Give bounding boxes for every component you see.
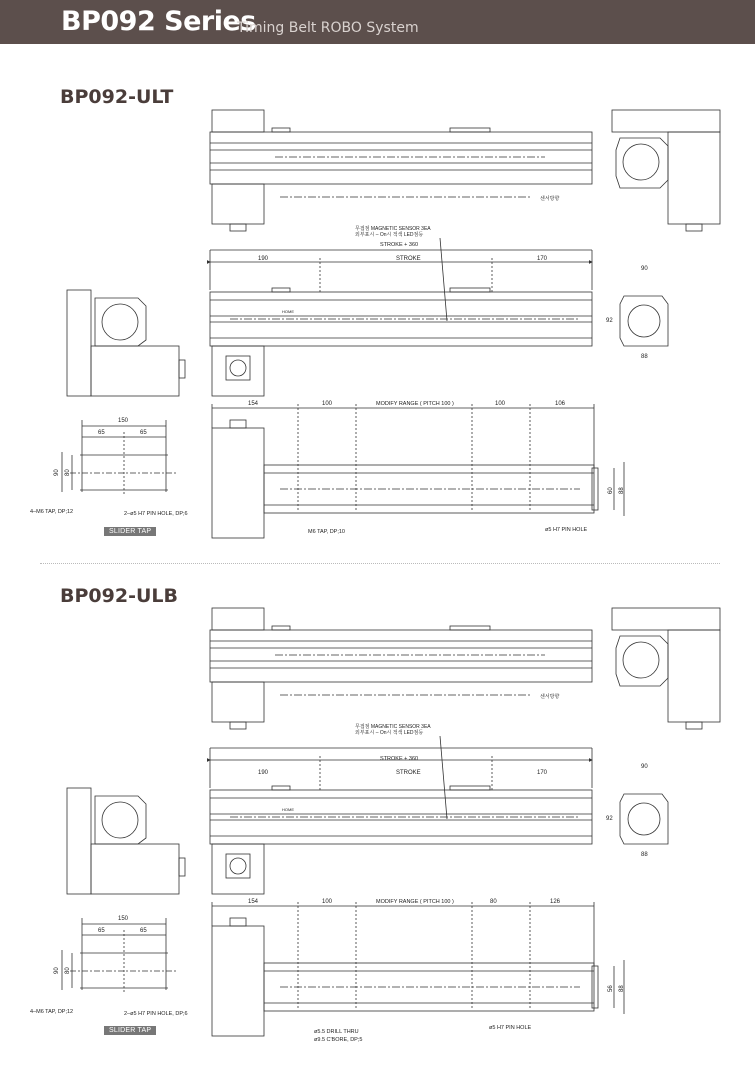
home-label: HOME <box>282 309 294 314</box>
sensor-spec-label: 무접점 MAGNETIC SENSOR 3EA <box>355 724 431 730</box>
dim-side-base: 88 <box>641 852 648 858</box>
dim-stroke: STROKE <box>396 770 421 776</box>
modify-range-label: MODIFY RANGE ( PITCH 100 ) <box>376 899 454 905</box>
stroke-total-label: STROKE + 360 <box>380 242 419 248</box>
dim-90: 90 <box>54 967 60 974</box>
dim-side-height: 92 <box>606 318 613 324</box>
sensor-spec-label: 무접점 MAGNETIC SENSOR 3EA <box>355 226 431 232</box>
dim-150: 150 <box>118 916 129 922</box>
pin-hole-label: 2–ø5 H7 PIN HOLE, DP;6 <box>124 1011 188 1017</box>
dim-80: 80 <box>65 469 71 476</box>
dim-170: 170 <box>537 770 548 776</box>
bottom-right-label: ø5 H7 PIN HOLE <box>489 1025 532 1031</box>
sensor-direction-label: 센서방향 <box>540 196 560 202</box>
dim-width-inner: 60 <box>608 487 614 494</box>
dim-100a: 100 <box>322 401 333 407</box>
dim-width-outer: 88 <box>619 487 625 494</box>
dim-190: 190 <box>258 770 269 776</box>
sensor-direction-label: 센서방향 <box>540 694 560 700</box>
m6-tap-label: 4–M6 TAP, DP;12 <box>30 509 74 515</box>
stroke-total-label: STROKE + 360 <box>380 756 419 762</box>
dim-154: 154 <box>248 899 259 905</box>
dim-150: 150 <box>118 418 129 424</box>
dim-80: 80 <box>65 967 71 974</box>
pin-hole-label: 2–ø5 H7 PIN HOLE, DP;6 <box>124 511 188 517</box>
series-title: BP092 Series <box>61 6 256 37</box>
section-title-ult: BP092-ULT <box>60 86 174 108</box>
series-subtitle: Timing Belt ROBO System <box>237 20 419 36</box>
dim-154: 154 <box>248 401 259 407</box>
drill-thru-label: ø5.5 DRILL THRU <box>314 1029 359 1035</box>
cbore-label: ø9.5 C'BORE, DP;5 <box>314 1037 363 1043</box>
dim-65a: 65 <box>98 928 105 934</box>
dim-width-inner: 56 <box>608 985 614 992</box>
home-label: HOME <box>282 807 294 812</box>
sensor-led-label: 외부표시 – On시 적색 LED점등 <box>355 730 424 736</box>
dim-side-height: 92 <box>606 816 613 822</box>
m6-tap-label: 4–M6 TAP, DP;12 <box>30 1009 74 1015</box>
slider-tap-badge: SLIDER TAP <box>104 527 156 536</box>
dim-side-width: 90 <box>641 266 648 272</box>
slider-tap-badge: SLIDER TAP <box>104 1026 156 1035</box>
dim-width-outer: 88 <box>619 985 625 992</box>
dim-100b: 100 <box>495 401 506 407</box>
dim-170: 170 <box>537 256 548 262</box>
sensor-led-label: 외부표시 – On시 적색 LED점등 <box>355 232 424 238</box>
section-title-ulb: BP092-ULB <box>60 585 178 607</box>
dim-last: 106 <box>555 401 566 407</box>
dim-stroke: STROKE <box>396 256 421 262</box>
dim-65b: 65 <box>140 928 147 934</box>
dim-65b: 65 <box>140 430 147 436</box>
dim-190: 190 <box>258 256 269 262</box>
dim-65a: 65 <box>98 430 105 436</box>
dim-side-width: 90 <box>641 764 648 770</box>
dim-80b: 80 <box>490 899 497 905</box>
modify-range-label: MODIFY RANGE ( PITCH 100 ) <box>376 401 454 407</box>
dim-side-base: 88 <box>641 354 648 360</box>
bottom-right-label: ø5 H7 PIN HOLE <box>545 527 588 533</box>
dim-90: 90 <box>54 469 60 476</box>
bottom-left-label: M6 TAP, DP;10 <box>308 529 345 535</box>
dim-last: 126 <box>550 899 561 905</box>
dim-100a: 100 <box>322 899 333 905</box>
